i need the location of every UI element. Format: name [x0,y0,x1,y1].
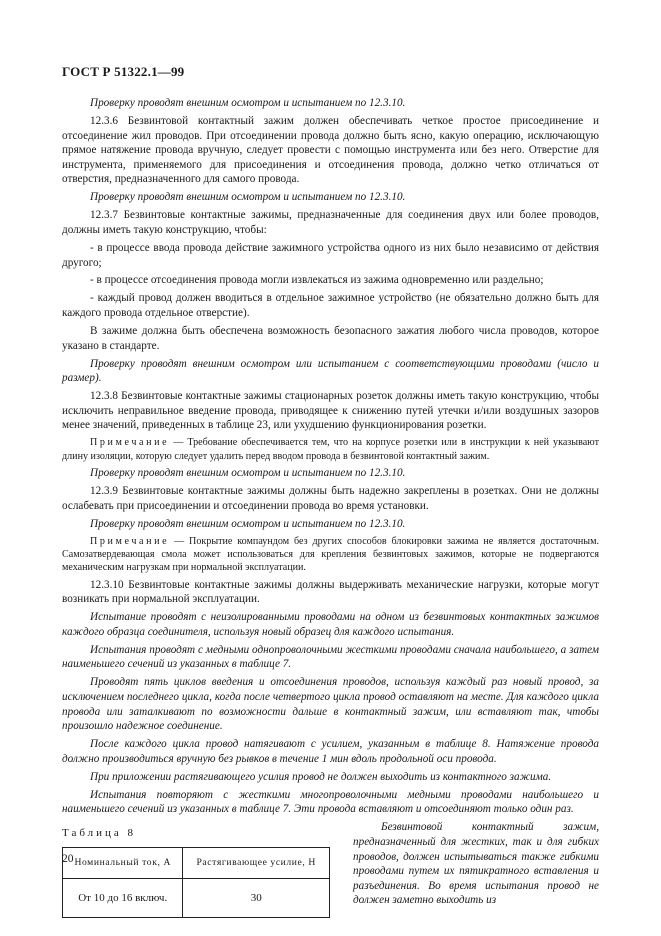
paragraph: 12.3.10 Безвинтовые контактные зажимы должны выдерживать механические нагрузки, которые могут возникать при нормальной эксплуатации. [62,578,599,606]
note-label: Примечание [90,437,170,449]
table-8 [62,847,330,918]
paragraph: 12.3.6 Безвинтовой контактный зажим должен обеспечивать четкое простое присоединение и отсоединение жил проводов. При отсоединении провода должно быть ясно, какую операцию, исключающую прямое натяжение провода вручную, следует провести с помощью инструмента или без него. Отверстие для инструмента, применяемого для присоединения и отсоединения провода, должно четко отличаться от отверстия, предназначенного для самого провода. [62,114,599,186]
paragraph: Испытание проводят с неизолированными проводами на одном из безвинтовых контактных зажимов каждого образца соединителя, используя новый образец для каждого испытания. [62,611,599,638]
paragraph: Безвинтовой контактный зажим, предназначенный для жестких, так и для гибких проводов, должен испытываться также гибкими проводами путем их пятикратного вставления и разъединения. Во время испытания провод не должен заметно выходить из [353,821,599,907]
paragraph: Проверку проводят внешним осмотром и испытанием по 12.3.10. [90,517,406,530]
paragraph: Проводят пять циклов введения и отсоединения проводов, используя каждый раз новый провод, за исключением последнего цикла, когда после четвертого цикла провод оставляют на месте. Для каждого цикла провода или заталкивают по возможности дальше в контактный зажим, или вставляют так, чтобы произошло надежное соединение. [62,676,599,733]
table-header-cell: Номинальный ток, А [63,847,183,878]
table-cell: 30 [183,878,330,917]
document-header: ГОСТ Р 51322.1—99 [62,64,185,79]
list-item: - в процессе отсоединения провода могли извлекаться из зажима одновременно или раздельно; [90,274,544,287]
note-label: Примечание [90,535,170,547]
paragraph: После каждого цикла провод натягивают с усилием, указанным в таблице 8. Натяжение провода должно производиться вручную без рывков в течение 1 мин вдоль продольной оси провода. [62,738,599,765]
paragraph: Проверку проводят внешним осмотром и испытанием по 12.3.10. [90,191,406,204]
table-column [62,820,330,918]
paragraph: Проверку проводят внешним осмотром или испытанием с соответствующими проводами (число и размер). [62,357,599,385]
side-text-column [353,820,599,918]
note-text: — Покрытие компаундом без других способов блокировки зажима не является достаточным. Самозатвердевающая смола может использоваться для крепления безвинтовых зажимов, которые не подвергаются механическим нагрузкам при нормальной эксплуатации. [62,535,599,574]
note [62,436,599,462]
table-header-cell: Растягивающее усилие, Н [183,847,330,878]
page-number: 20 [62,853,74,865]
document-body [62,96,599,918]
list-item: - каждый провод должен вводиться в отдельное зажимное устройство (не обязательно должно быть для каждого провода отдельное отверстие). [62,292,599,320]
paragraph: В зажиме должна быть обеспечена возможность безопасного зажатия любого числа проводов, которое указано в стандарте. [62,325,599,352]
paragraph: 12.3.7 Безвинтовые контактные зажимы, предназначенные для соединения двух или более проводов, должны иметь такую конструкцию, чтобы: [62,209,599,236]
table-section [62,820,599,918]
paragraph: 12.3.9 Безвинтовые контактные зажимы должны быть надежно закреплены в розетках. Они не должны ослабевать при присоединении и отсоединении провода во время установки. [62,485,599,512]
table-cell: От 10 до 16 включ. [63,878,183,917]
paragraph: Испытания проводят с медными однопроволочными жесткими проводами сначала наибольшего, а затем наименьшего сечений из указанных в таблице 7. [62,643,599,671]
table-header-row [63,847,330,878]
note-text: — Требование обеспечивается тем, что на корпусе розетки или в инструкции к ней указывают длину изоляции, которую следует удалить перед вводом провода в безвинтовой контактный зажим. [62,437,599,462]
paragraph: Испытания повторяют с жесткими многопроволочными медными проводами наибольшего и наименьшего сечений из указанных в таблице 7. Эти провода вставляют и отсоединяют только один раз. [62,788,599,816]
paragraph: Проверку проводят внешним осмотром и испытанием по 12.3.10. [90,467,406,480]
note [62,535,599,575]
list-item: - в процессе ввода провода действие зажимного устройства одного из них было независимо от действия другого; [62,241,599,269]
table-row [63,878,330,917]
paragraph: 12.3.8 Безвинтовые контактные зажимы стационарных розеток должны иметь такую конструкцию, чтобы исключить неправильное введение провода, приводящее к снижению путей утечки и/или воздушных зазоров менее значений, приведенных в таблице 23, или ухудшению функционирования розетки. [62,390,599,432]
paragraph: Проверку проводят внешним осмотром и испытанием по 12.3.10. [90,97,406,109]
paragraph: При приложении растягивающего усилия провод не должен выходить из контактного зажима. [90,770,552,783]
table-caption: Таблица 8 [62,827,137,840]
